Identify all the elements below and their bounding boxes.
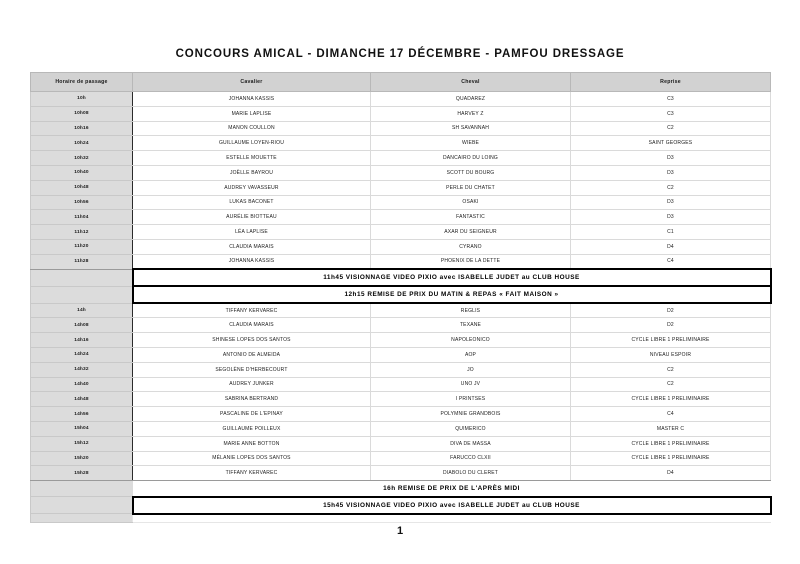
spacer-gutter: [31, 514, 133, 523]
banner-gutter: [31, 269, 133, 286]
header-row: [31, 73, 771, 92]
cell-time: 14h56: [31, 407, 133, 422]
page-number: 1: [396, 525, 404, 537]
cell-reprise: SAINT GEORGES: [571, 136, 771, 151]
cell-rider: AUDREY VAVASSEUR: [133, 180, 371, 195]
cell-reprise: C4: [571, 254, 771, 269]
cell-horse: QUIMERICO: [371, 421, 571, 436]
cell-reprise: D4: [571, 239, 771, 254]
table-row: [31, 318, 771, 333]
banner-row: [31, 497, 771, 514]
table-row: [31, 377, 771, 392]
cell-reprise: C2: [571, 377, 771, 392]
cell-horse: FANTASTIC: [371, 210, 571, 225]
cell-rider: SEGOLÈNE D'HERBECOURT: [133, 362, 371, 377]
table-row: [31, 165, 771, 180]
cell-reprise: D3: [571, 165, 771, 180]
cell-rider: MARIE ANNE BOTTON: [133, 436, 371, 451]
cell-horse: JO: [371, 362, 571, 377]
schedule-table: [30, 72, 772, 523]
cell-time: 11h20: [31, 239, 133, 254]
column-header-time: Horaire de passage: [31, 73, 133, 92]
cell-reprise: C4: [571, 407, 771, 422]
banner-gutter: [31, 481, 133, 497]
cell-rider: SHINESE LOPES DOS SANTOS: [133, 333, 371, 348]
cell-reprise: C3: [571, 92, 771, 107]
banner-text: 12h15 REMISE DE PRIX DU MATIN & REPAS « FAIT MAISON »: [133, 286, 771, 303]
banner-gutter: [31, 286, 133, 303]
cell-horse: WIEBE: [371, 136, 571, 151]
page-title: CONCOURS AMICAL - DIMANCHE 17 DÉCEMBRE - PAMFOU DRESSAGE: [175, 48, 625, 60]
cell-horse: I PRINTSES: [371, 392, 571, 407]
cell-horse: PERLE DU CHATET: [371, 180, 571, 195]
cell-time: 10h08: [31, 106, 133, 121]
cell-rider: AUDREY JUNKER: [133, 377, 371, 392]
table-row: [31, 239, 771, 254]
cell-horse: SH SAVANNAH: [371, 121, 571, 136]
cell-rider: SABRINA BERTRAND: [133, 392, 371, 407]
cell-time: 10h24: [31, 136, 133, 151]
cell-horse: TEXANE: [371, 318, 571, 333]
cell-rider: GUILLAUME POILLEUX: [133, 421, 371, 436]
cell-rider: LUKAS BACONET: [133, 195, 371, 210]
cell-horse: CYRANO: [371, 239, 571, 254]
cell-time: 10h32: [31, 151, 133, 166]
cell-reprise: D3: [571, 210, 771, 225]
cell-horse: UNO JV: [371, 377, 571, 392]
column-header-rider: Cavalier: [133, 73, 371, 92]
cell-reprise: C2: [571, 121, 771, 136]
banner-row: [31, 269, 771, 286]
column-header-reprise: Reprise: [571, 73, 771, 92]
cell-rider: JOËLLE BAYROU: [133, 165, 371, 180]
schedule-table-container: [30, 72, 770, 523]
cell-rider: JOHANNA KASSIS: [133, 254, 371, 269]
cell-rider: AURÉLIE BIOTTEAU: [133, 210, 371, 225]
cell-time: 10h: [31, 92, 133, 107]
cell-time: 15h28: [31, 466, 133, 481]
cell-reprise: D4: [571, 466, 771, 481]
cell-time: 14h40: [31, 377, 133, 392]
cell-reprise: MASTER C: [571, 421, 771, 436]
cell-reprise: NIVEAU ESPOIR: [571, 347, 771, 362]
cell-rider: PASCALINE DE L'EPINAY: [133, 407, 371, 422]
table-row: [31, 151, 771, 166]
cell-horse: NAPOLEONICO: [371, 333, 571, 348]
cell-reprise: C1: [571, 225, 771, 240]
table-header: [31, 73, 771, 92]
cell-rider: TIFFANY KERVAREC: [133, 303, 371, 318]
banner-text: 11h45 VISIONNAGE VIDEO PIXIO avec ISABELLE JUDET au CLUB HOUSE: [133, 269, 771, 286]
table-row: [31, 180, 771, 195]
cell-time: 10h48: [31, 180, 133, 195]
cell-horse: DIVA DE MASSA: [371, 436, 571, 451]
table-row: [31, 436, 771, 451]
banner-row: [31, 286, 771, 303]
cell-horse: PHOENIX DE LA DETTE: [371, 254, 571, 269]
table-row: [31, 210, 771, 225]
cell-time: 14h: [31, 303, 133, 318]
cell-time: 15h20: [31, 451, 133, 466]
cell-reprise: C3: [571, 106, 771, 121]
table-row: [31, 92, 771, 107]
cell-rider: MARIE LAPLISE: [133, 106, 371, 121]
cell-rider: JOHANNA KASSIS: [133, 92, 371, 107]
table-row: [31, 362, 771, 377]
cell-reprise: D2: [571, 318, 771, 333]
cell-reprise: CYCLE LIBRE 1 PRELIMINAIRE: [571, 451, 771, 466]
cell-horse: AOP: [371, 347, 571, 362]
table-body: [31, 92, 771, 523]
table-row: [31, 303, 771, 318]
table-row: [31, 333, 771, 348]
table-row: [31, 254, 771, 269]
cell-rider: LÉA LAPLISE: [133, 225, 371, 240]
cell-horse: FARUCCO CLXII: [371, 451, 571, 466]
cell-rider: CLAUDIA MARAIS: [133, 318, 371, 333]
cell-horse: HARVEY Z: [371, 106, 571, 121]
banner-row: [31, 481, 771, 497]
cell-rider: CLAUDIA MARAIS: [133, 239, 371, 254]
cell-horse: DIABOLO DU CLERET: [371, 466, 571, 481]
cell-reprise: CYCLE LIBRE 1 PRELIMINAIRE: [571, 436, 771, 451]
cell-time: 10h40: [31, 165, 133, 180]
table-row: [31, 451, 771, 466]
cell-time: 14h24: [31, 347, 133, 362]
cell-time: 11h04: [31, 210, 133, 225]
table-row: [31, 407, 771, 422]
cell-horse: REGLIS: [371, 303, 571, 318]
cell-reprise: CYCLE LIBRE 1 PRELIMINAIRE: [571, 392, 771, 407]
table-row: [31, 421, 771, 436]
cell-reprise: CYCLE LIBRE 1 PRELIMINAIRE: [571, 333, 771, 348]
table-row: [31, 121, 771, 136]
cell-reprise: D3: [571, 195, 771, 210]
cell-rider: MÉLANIE LOPES DOS SANTOS: [133, 451, 371, 466]
cell-reprise: D2: [571, 303, 771, 318]
spacer-body: [133, 514, 771, 523]
cell-time: 14h32: [31, 362, 133, 377]
cell-rider: ANTONIO DE ALMEIDA: [133, 347, 371, 362]
cell-horse: AXAR DU SEIGNEUR: [371, 225, 571, 240]
cell-time: 11h12: [31, 225, 133, 240]
cell-time: 15h12: [31, 436, 133, 451]
table-row: [31, 195, 771, 210]
cell-rider: MANON COULLON: [133, 121, 371, 136]
table-row: [31, 225, 771, 240]
table-row: [31, 347, 771, 362]
cell-time: 14h08: [31, 318, 133, 333]
cell-time: 14h16: [31, 333, 133, 348]
banner-gutter: [31, 497, 133, 514]
table-row: [31, 136, 771, 151]
cell-horse: DANCAIRO DU LOING: [371, 151, 571, 166]
cell-horse: QUADAREZ: [371, 92, 571, 107]
cell-time: 15h04: [31, 421, 133, 436]
cell-time: 10h56: [31, 195, 133, 210]
cell-horse: SCOTT DU BOURG: [371, 165, 571, 180]
cell-horse: OSAKI: [371, 195, 571, 210]
cell-reprise: C2: [571, 362, 771, 377]
cell-reprise: D3: [571, 151, 771, 166]
cell-reprise: C2: [571, 180, 771, 195]
spacer-row: [31, 514, 771, 523]
banner-text: 15h45 VISIONNAGE VIDEO PIXIO avec ISABELLE JUDET au CLUB HOUSE: [133, 497, 771, 514]
banner-text: 16h REMISE DE PRIX DE L'APRÈS MIDI: [133, 481, 771, 497]
column-header-horse: Cheval: [371, 73, 571, 92]
cell-rider: ESTELLE MOUETTE: [133, 151, 371, 166]
cell-rider: TIFFANY KERVAREC: [133, 466, 371, 481]
table-row: [31, 392, 771, 407]
cell-rider: GUILLAUME LOYEN-RIOU: [133, 136, 371, 151]
cell-time: 10h16: [31, 121, 133, 136]
cell-horse: POLYMNIE GRANDBOIS: [371, 407, 571, 422]
cell-time: 14h48: [31, 392, 133, 407]
cell-time: 11h28: [31, 254, 133, 269]
table-row: [31, 466, 771, 481]
table-row: [31, 106, 771, 121]
